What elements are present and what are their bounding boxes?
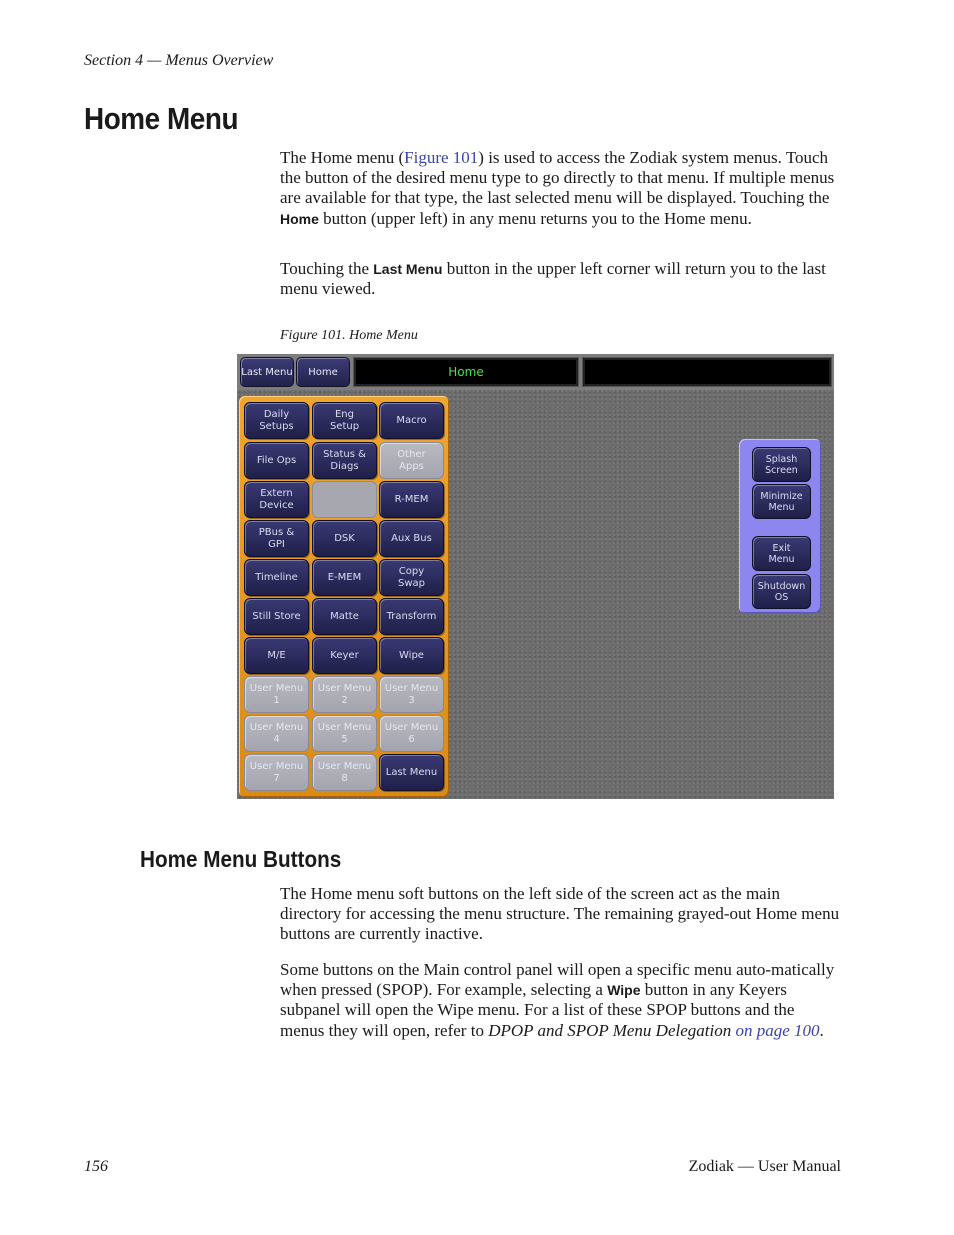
section-text: . xyxy=(819,1020,824,1040)
intro-text: ) is used to access the Zodiak system menus. Touch the button of the desired menu type to go directly to that menu. If multiple menus are available for that type, the last selected menu will be displayed. Touching the xyxy=(280,148,835,208)
other-apps-button: Other Apps xyxy=(379,442,444,479)
running-head: Section 4 — Menus Overview xyxy=(84,52,274,69)
shutdown-os-button[interactable]: Shutdown OS xyxy=(752,574,811,609)
section-text: Some buttons on the Main control panel will open a specific menu auto-matically when pressed (SPOP). For example, selecting a xyxy=(280,960,835,1000)
page-number: 156 xyxy=(84,1158,108,1175)
home-menu-screenshot xyxy=(237,354,834,799)
cross-reference: DPOP and SPOP Menu Delegation xyxy=(488,1020,732,1040)
macro-button[interactable]: Macro xyxy=(379,402,444,439)
file-ops-button[interactable]: File Ops xyxy=(244,442,309,479)
intro-text: button (upper left) in any menu returns you to the Home menu. xyxy=(318,208,752,228)
eng-setup-button[interactable]: Eng Setup xyxy=(312,402,377,439)
section-text: button in any Keyers subpanel will open the Wipe menu. For a list of these SPOP buttons and the menus they will open, refer to xyxy=(280,980,795,1040)
r-mem-button[interactable]: R-MEM xyxy=(379,481,444,518)
still-store-button[interactable]: Still Store xyxy=(244,598,309,635)
user-menu-6-button: User Menu 6 xyxy=(379,715,444,752)
menu-top-bar xyxy=(237,354,834,390)
ui-last-menu-label: Last Menu xyxy=(373,261,443,277)
intro-text: button in the upper left corner will return you to the last menu viewed. xyxy=(280,259,826,299)
user-menu-3-button: User Menu 3 xyxy=(379,676,444,713)
section-paragraph-1: The Home menu soft buttons on the left side of the screen act as the main directory for accessing the menu structure. The remaining grayed-out Home menu buttons are currently inactive. xyxy=(280,884,840,944)
intro-text: The Home menu ( xyxy=(280,148,405,167)
last-menu-button[interactable]: Last Menu xyxy=(240,357,294,387)
blank-button xyxy=(312,481,377,518)
page-title: Home Menu xyxy=(84,101,239,136)
figure-link[interactable]: Figure 101 xyxy=(404,148,479,167)
matte-button[interactable]: Matte xyxy=(312,598,377,635)
manual-title: Zodiak — User Manual xyxy=(688,1158,841,1175)
intro-paragraph-2 xyxy=(280,259,842,299)
dsk-button[interactable]: DSK xyxy=(312,520,377,557)
ui-wipe-label: Wipe xyxy=(607,982,641,999)
keyer-button[interactable]: Keyer xyxy=(312,637,377,674)
user-menu-4-button: User Menu 4 xyxy=(244,715,309,752)
user-menu-1-button: User Menu 1 xyxy=(244,676,309,713)
user-menu-2-button: User Menu 2 xyxy=(312,676,377,713)
figure-caption: Figure 101. Home Menu xyxy=(280,328,418,343)
user-menu-8-button: User Menu 8 xyxy=(312,754,377,791)
status-diags-button[interactable]: Status & Diags xyxy=(312,442,377,479)
transform-button[interactable]: Transform xyxy=(379,598,444,635)
wipe-button[interactable]: Wipe xyxy=(379,637,444,674)
home-button[interactable]: Home xyxy=(296,357,350,387)
section-heading: Home Menu Buttons xyxy=(140,846,342,872)
page-link[interactable]: on page 100 xyxy=(731,1020,820,1040)
section-paragraph-2 xyxy=(280,960,842,1041)
e-mem-button[interactable]: E-MEM xyxy=(312,559,377,596)
minimize-menu-button[interactable]: Minimize Menu xyxy=(752,484,811,519)
splash-screen-button[interactable]: Splash Screen xyxy=(752,447,811,482)
daily-setups-button[interactable]: Daily Setups xyxy=(244,402,309,439)
aux-bus-button[interactable]: Aux Bus xyxy=(379,520,444,557)
copy-swap-button[interactable]: Copy Swap xyxy=(379,559,444,596)
intro-paragraph-1 xyxy=(280,148,842,229)
exit-menu-button[interactable]: Exit Menu xyxy=(752,536,811,571)
user-menu-5-button: User Menu 5 xyxy=(312,715,377,752)
m-e-button[interactable]: M/E xyxy=(244,637,309,674)
intro-text: Touching the xyxy=(280,259,374,278)
menu-title-field: Home xyxy=(353,357,579,387)
user-menu-7-button: User Menu 7 xyxy=(244,754,309,791)
ui-home-label: Home xyxy=(280,210,319,227)
timeline-button[interactable]: Timeline xyxy=(244,559,309,596)
extern-device-button[interactable]: Extern Device xyxy=(244,481,309,518)
menu-status-field xyxy=(582,357,832,387)
pbus-gpi-button[interactable]: PBus & GPI xyxy=(244,520,309,557)
last-menu-button[interactable]: Last Menu xyxy=(379,754,444,791)
